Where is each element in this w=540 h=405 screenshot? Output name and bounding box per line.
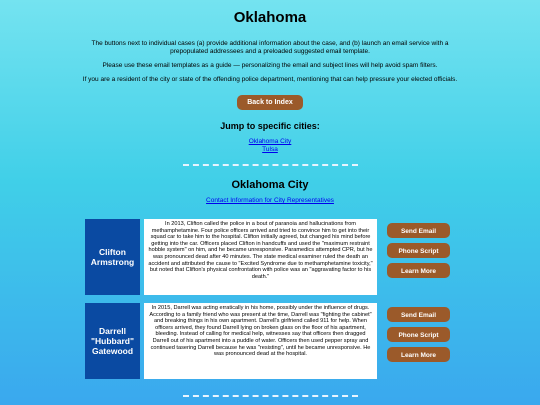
- contact-info-link[interactable]: Contact Information for City Representatives: [206, 197, 334, 204]
- case-actions: [387, 219, 450, 283]
- case-description: In 2015, Darrell was acting erratically in his home, possibly under the influence of drugs. According to a family friend who was present at the time, Darrell was "fighting the cabinet" and breaking things in his own apartment. Darrell's girlfriend called 911 for help. When officers arrived, they found Darrell lying on broken glass on the floor of his apartment, bleeding. Instead of calling for medical help, witnesses say that officers then dragged Darrell out of his apartment into a puddle of water. Officers then used pepper spray and continued tasering Darrell because he was "resisting", until he became unresponsive. He was pronounced dead at the hospital.: [144, 303, 377, 379]
- phone-script-button[interactable]: Phone Script: [387, 243, 450, 258]
- send-email-button[interactable]: Send Email: [387, 307, 450, 322]
- learn-more-button[interactable]: Learn More: [387, 263, 450, 278]
- jump-links: [0, 138, 540, 154]
- section-divider: [183, 164, 358, 166]
- send-email-button[interactable]: Send Email: [387, 223, 450, 238]
- bottom-divider-wrap: [0, 395, 540, 397]
- page-title: Oklahoma: [233, 9, 307, 26]
- intro-guide-text: Please use these email templates as a guide — personalizing the email and subject lines will help avoid spam filters.: [102, 62, 438, 69]
- case-name: Darrell "Hubbard" Gatewood: [85, 303, 140, 379]
- case-actions: [387, 303, 450, 367]
- intro-resident-text: If you are a resident of the city or state of the offending police department, mentioning that can help pressure your elected officials.: [82, 76, 458, 83]
- jump-link-tulsa[interactable]: Tulsa: [262, 146, 278, 153]
- case-card: [85, 303, 450, 379]
- jump-title: Jump to specific cities:: [220, 121, 320, 131]
- case-description: In 2013, Clifton called the police in a bout of paranoia and hallucinations from methamphetamine. Four police officers arrived and tried to convince him to get into their squad car to take him to the hospital. Clifton initially agreed, but changed his mind before getting into the car. Officers placed Clifton in handcuffs and used the "maximum restraint hobble system" on him, and he became unresponsive. Paramedics attempted CPR, but he was pronounced dead after 40 minutes. The state medical examiner ruled the death an accident and attributed the cause to "Excited Syndrome due to methamphetamine toxicity," but noted that Clifton's physical confrontation with police was an "aggravating factor to his death.": [144, 219, 377, 295]
- back-to-index-button[interactable]: Back to Index: [237, 95, 303, 110]
- intro-text: The buttons next to individual cases (a) provide additional information about the case, and (b) launch an email service with a prepopulated addressees and a preloaded suggested email template.: [91, 40, 449, 55]
- phone-script-button[interactable]: Phone Script: [387, 327, 450, 342]
- section-divider: [183, 395, 358, 397]
- learn-more-button[interactable]: Learn More: [387, 347, 450, 362]
- case-card: [85, 219, 450, 295]
- city-section-title: Oklahoma City: [231, 179, 309, 191]
- case-name: Clifton Armstrong: [85, 219, 140, 295]
- jump-link-oklahoma-city[interactable]: Oklahoma City: [248, 138, 292, 145]
